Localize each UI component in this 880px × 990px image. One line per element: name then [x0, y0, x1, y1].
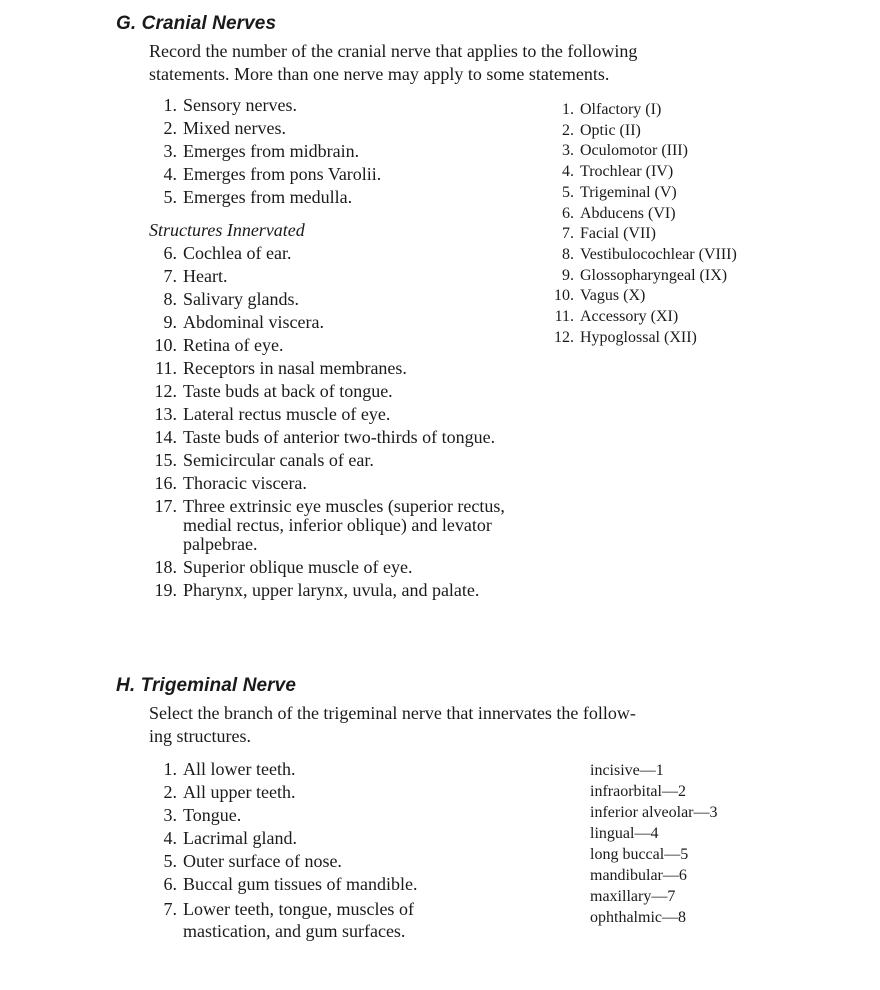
item-text: Lower teeth, tongue, muscles of [183, 899, 414, 919]
trigeminal-branches-list [590, 760, 790, 928]
item-text: Heart. [183, 266, 228, 286]
item-text: Outer surface of nose. [183, 851, 342, 871]
structures-subheading: Structures Innervated [149, 220, 305, 240]
list-item [149, 403, 569, 426]
item-text: mastication, and gum surfaces. [183, 921, 406, 941]
nerve-name: Trigeminal (V) [580, 183, 677, 201]
list-item [149, 265, 569, 288]
nerve-name: Trochlear (IV) [580, 163, 674, 181]
item-number: 14. [154, 427, 177, 447]
item-text: Mixed nerves. [183, 118, 286, 138]
list-item [149, 579, 569, 602]
instructions-line: Select the branch of the trigeminal nerve that innervates the follow- [149, 703, 636, 723]
list-item [149, 242, 569, 265]
list-item [548, 162, 788, 183]
item-text: palpebrae. [183, 534, 258, 554]
item-text: Tongue. [183, 805, 242, 825]
list-item [149, 827, 569, 850]
branch-item: ophthalmic—8 [590, 909, 686, 926]
item-number: 12. [154, 381, 177, 401]
item-text: Receptors in nasal membranes. [183, 358, 407, 378]
list-item [149, 140, 569, 163]
list-item [149, 781, 569, 804]
item-text: All lower teeth. [183, 759, 296, 779]
branch-item: long buccal—5 [590, 846, 689, 863]
item-text: Buccal gum tissues of mandible. [183, 874, 418, 894]
list-item [548, 286, 788, 307]
item-number: 16. [154, 473, 177, 493]
section-h-instructions [149, 702, 636, 748]
list-item [548, 141, 788, 162]
list-item [548, 307, 788, 328]
item-number: 4. [163, 828, 177, 848]
item-number: 10. [554, 287, 574, 305]
section-g-heading: G. Cranial Nerves [116, 13, 277, 34]
item-number: 9. [163, 312, 177, 332]
item-number: 1. [163, 95, 177, 115]
item-number: 5. [562, 183, 574, 201]
list-item [149, 850, 569, 873]
item-text: Cochlea of ear. [183, 243, 292, 263]
list-item [149, 556, 569, 579]
item-number: 5. [163, 851, 177, 871]
section-h-heading: H. Trigeminal Nerve [116, 675, 297, 696]
list-item [149, 117, 569, 140]
item-number: 7. [163, 266, 177, 286]
item-number: 18. [154, 557, 177, 577]
list-item [149, 472, 569, 495]
list-item [149, 186, 569, 209]
item-text: Three extrinsic eye muscles (superior rectus, [183, 496, 505, 516]
list-item [149, 94, 569, 117]
list-item [548, 204, 788, 225]
branch-item: inferior alveolar—3 [590, 804, 718, 821]
item-number: 6. [163, 874, 177, 894]
list-item [149, 311, 569, 334]
item-text: Emerges from pons Varolii. [183, 164, 382, 184]
branch-item: maxillary—7 [590, 888, 676, 905]
item-number: 3. [163, 805, 177, 825]
nerve-name: Vestibulocochlear (VIII) [580, 245, 737, 263]
item-number: 19. [154, 580, 177, 600]
list-item [548, 245, 788, 266]
list-item [149, 449, 569, 472]
list-item [149, 426, 569, 449]
nerve-name: Olfactory (I) [580, 101, 662, 118]
nerve-name: Glossopharyngeal (IX) [580, 266, 728, 284]
item-text: Semicircular canals of ear. [183, 450, 374, 470]
item-number: 8. [163, 289, 177, 309]
item-text: Taste buds of anterior two-thirds of tongue. [183, 427, 496, 447]
item-number: 9. [562, 266, 574, 284]
list-item [149, 288, 569, 311]
list-item [149, 898, 569, 942]
nerve-name: Oculomotor (III) [580, 142, 688, 160]
list-item [149, 758, 569, 781]
instructions-line: ing structures. [149, 726, 251, 746]
item-number: 3. [163, 141, 177, 161]
item-number: 1. [163, 759, 177, 779]
item-number: 6. [562, 204, 574, 222]
item-number: 1. [562, 101, 574, 118]
instructions-line: Record the number of the cranial nerve that applies to the following [149, 41, 638, 61]
item-text: medial rectus, inferior oblique) and levator [183, 515, 492, 535]
instructions-line: statements. More than one nerve may apply to some statements. [149, 64, 610, 84]
item-number: 15. [154, 450, 177, 470]
cranial-statements-list [149, 94, 569, 602]
branch-item: incisive—1 [590, 762, 664, 779]
item-number: 10. [154, 335, 177, 355]
item-number: 11. [155, 358, 177, 378]
branch-item: lingual—4 [590, 825, 659, 842]
branch-item: mandibular—6 [590, 867, 687, 884]
item-text: Lateral rectus muscle of eye. [183, 404, 391, 424]
item-number: 2. [562, 121, 574, 139]
nerve-name: Abducens (VI) [580, 204, 676, 222]
item-number: 2. [163, 782, 177, 802]
item-text: Retina of eye. [183, 335, 284, 355]
item-text: Salivary glands. [183, 289, 299, 309]
item-number: 8. [562, 245, 574, 263]
item-number: 7. [163, 899, 177, 919]
item-text: Taste buds at back of tongue. [183, 381, 393, 401]
list-item [548, 266, 788, 287]
item-number: 13. [154, 404, 177, 424]
list-item [149, 873, 569, 896]
nerve-name: Vagus (X) [580, 287, 646, 305]
list-item [548, 183, 788, 204]
item-text: Emerges from medulla. [183, 187, 353, 207]
item-text: All upper teeth. [183, 782, 296, 802]
list-item [149, 163, 569, 186]
branch-item: infraorbital—2 [590, 783, 686, 800]
list-item [149, 357, 569, 380]
nerve-name: Accessory (XI) [580, 308, 679, 326]
list-item [548, 100, 788, 121]
list-item [149, 380, 569, 403]
item-number: 4. [562, 163, 574, 181]
item-number: 6. [163, 243, 177, 263]
list-item [548, 328, 788, 349]
list-item [149, 804, 569, 827]
item-number: 5. [163, 187, 177, 207]
item-number: 2. [163, 118, 177, 138]
list-item [149, 497, 569, 554]
nerve-name: Facial (VII) [580, 225, 656, 243]
list-item [149, 334, 569, 357]
cranial-nerves-answer-list [548, 100, 788, 348]
list-item [548, 121, 788, 142]
item-number: 4. [163, 164, 177, 184]
item-number: 17. [154, 496, 177, 516]
item-number: 7. [562, 225, 574, 243]
item-number: 12. [554, 328, 574, 346]
item-text: Emerges from midbrain. [183, 141, 360, 161]
list-item [548, 224, 788, 245]
nerve-name: Optic (II) [580, 121, 641, 139]
item-text: Sensory nerves. [183, 95, 297, 115]
nerve-name: Hypoglossal (XII) [580, 328, 697, 346]
section-g-instructions [149, 40, 637, 86]
item-number: 11. [554, 308, 574, 326]
item-text: Superior oblique muscle of eye. [183, 557, 413, 577]
item-text: Lacrimal gland. [183, 828, 297, 848]
item-text: Pharynx, upper larynx, uvula, and palate. [183, 580, 480, 600]
item-number: 3. [562, 142, 574, 160]
item-text: Thoracic viscera. [183, 473, 307, 493]
item-text: Abdominal viscera. [183, 312, 324, 332]
trigeminal-structures-list [149, 758, 569, 944]
